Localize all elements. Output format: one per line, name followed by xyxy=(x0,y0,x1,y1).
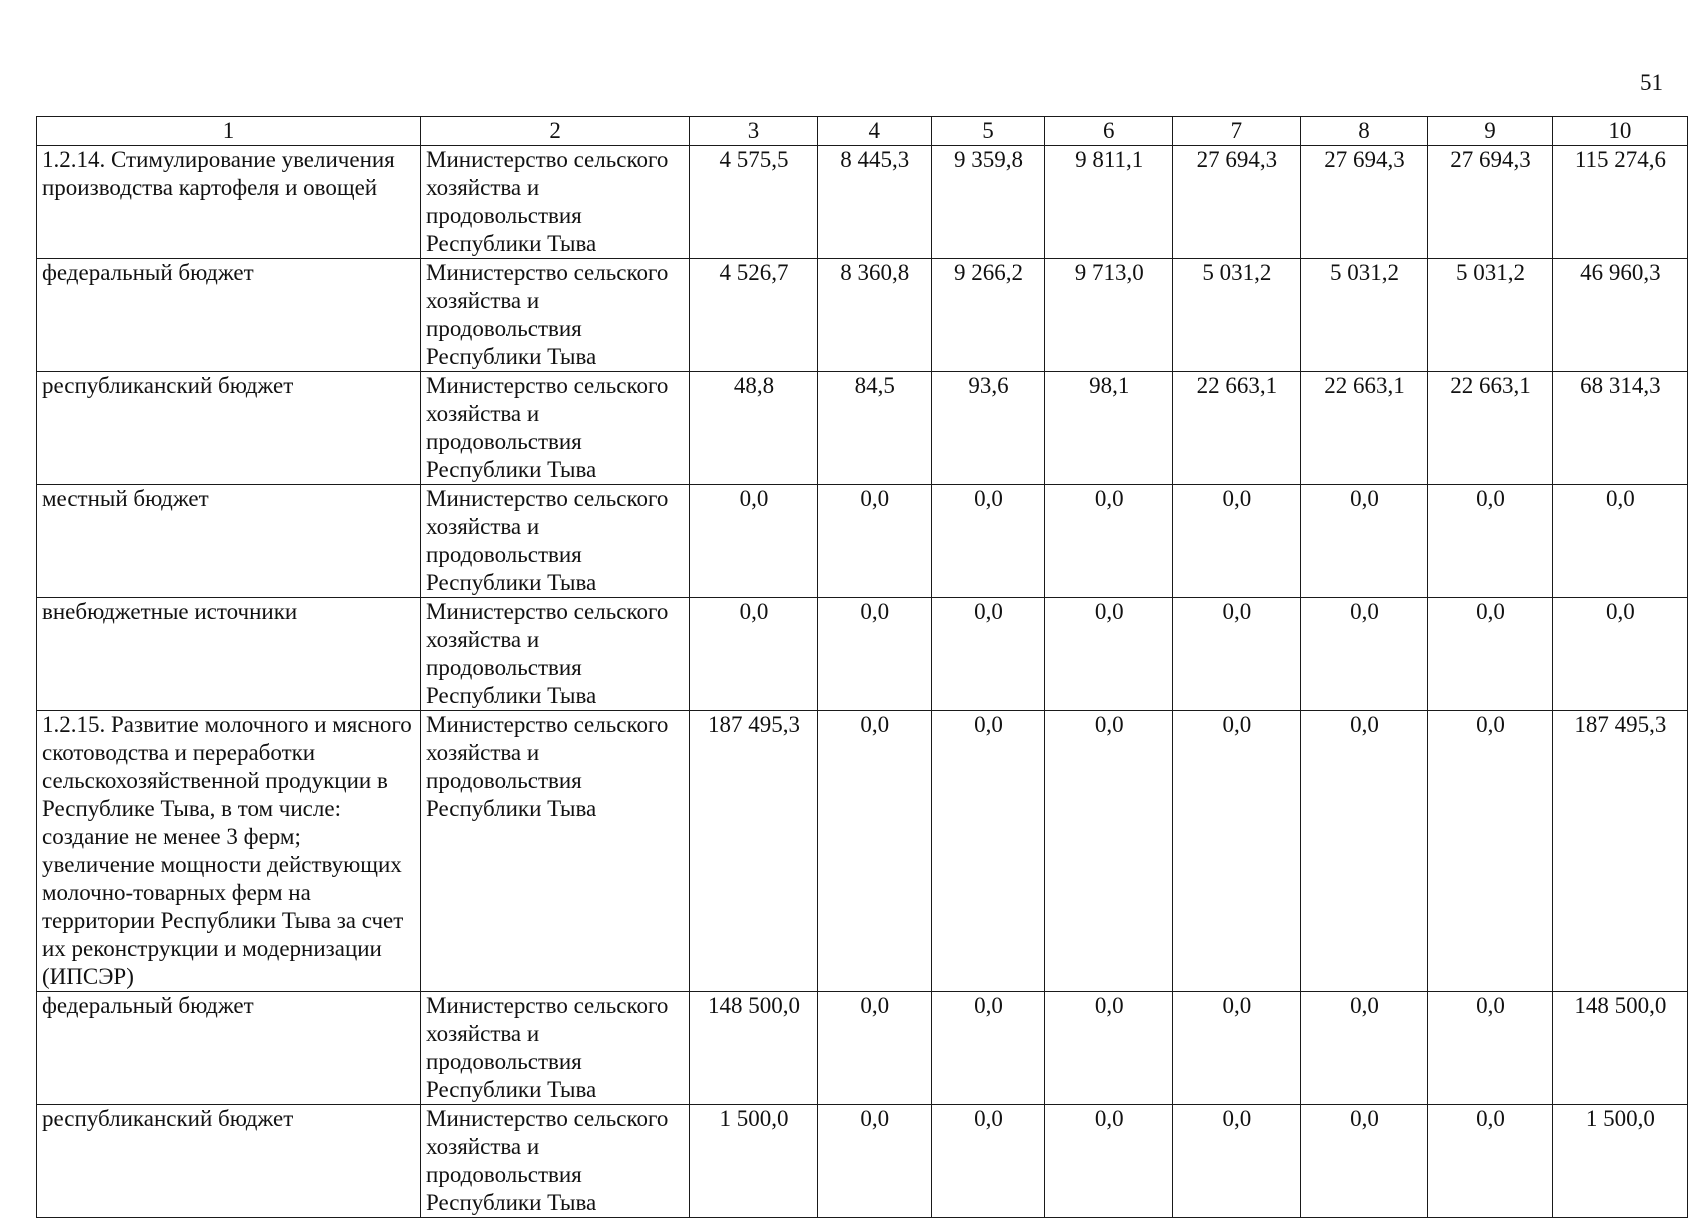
value-cell: 27 694,3 xyxy=(1173,146,1301,259)
value-cell: 4 526,7 xyxy=(690,259,818,372)
table-row xyxy=(37,259,1688,372)
table-row xyxy=(37,711,1688,992)
value-cell: 9 713,0 xyxy=(1045,259,1173,372)
column-header: 1 xyxy=(37,117,421,146)
row-executor: Министерство сельского хозяйства и продовольствия Республики Тыва xyxy=(421,598,690,711)
value-cell: 0,0 xyxy=(931,711,1045,992)
value-cell: 0,0 xyxy=(1300,485,1428,598)
row-name: внебюджетные источники xyxy=(37,598,421,711)
table-row xyxy=(37,1105,1688,1218)
row-name: федеральный бюджет xyxy=(37,259,421,372)
value-cell: 4 575,5 xyxy=(690,146,818,259)
value-cell: 68 314,3 xyxy=(1552,372,1687,485)
column-header: 6 xyxy=(1045,117,1173,146)
value-cell: 8 360,8 xyxy=(817,259,931,372)
value-cell: 0,0 xyxy=(817,711,931,992)
row-executor: Министерство сельского хозяйства и продовольствия Республики Тыва xyxy=(421,992,690,1105)
value-cell: 0,0 xyxy=(1428,598,1552,711)
value-cell: 0,0 xyxy=(1300,1105,1428,1218)
value-cell: 187 495,3 xyxy=(690,711,818,992)
value-cell: 22 663,1 xyxy=(1428,372,1552,485)
value-cell: 0,0 xyxy=(1552,598,1687,711)
value-cell: 48,8 xyxy=(690,372,818,485)
value-cell: 0,0 xyxy=(690,485,818,598)
row-executor: Министерство сельского хозяйства и продовольствия Республики Тыва xyxy=(421,711,690,992)
value-cell: 0,0 xyxy=(931,598,1045,711)
table-header-row xyxy=(37,117,1688,146)
column-header: 3 xyxy=(690,117,818,146)
value-cell: 0,0 xyxy=(817,1105,931,1218)
value-cell: 0,0 xyxy=(817,485,931,598)
value-cell: 0,0 xyxy=(1045,485,1173,598)
value-cell: 84,5 xyxy=(817,372,931,485)
value-cell: 9 266,2 xyxy=(931,259,1045,372)
value-cell: 46 960,3 xyxy=(1552,259,1687,372)
value-cell: 0,0 xyxy=(1173,992,1301,1105)
value-cell: 0,0 xyxy=(931,1105,1045,1218)
value-cell: 8 445,3 xyxy=(817,146,931,259)
row-executor: Министерство сельского хозяйства и продовольствия Республики Тыва xyxy=(421,259,690,372)
value-cell: 0,0 xyxy=(931,992,1045,1105)
value-cell: 0,0 xyxy=(1045,711,1173,992)
column-header: 8 xyxy=(1300,117,1428,146)
row-executor: Министерство сельского хозяйства и продовольствия Республики Тыва xyxy=(421,485,690,598)
page-number: 51 xyxy=(1640,70,1663,95)
column-header: 5 xyxy=(931,117,1045,146)
table-row xyxy=(37,992,1688,1105)
column-header: 2 xyxy=(421,117,690,146)
value-cell: 0,0 xyxy=(1045,992,1173,1105)
value-cell: 0,0 xyxy=(1428,992,1552,1105)
row-name: местный бюджет xyxy=(37,485,421,598)
row-executor: Министерство сельского хозяйства и продовольствия Республики Тыва xyxy=(421,372,690,485)
value-cell: 0,0 xyxy=(1173,598,1301,711)
value-cell: 148 500,0 xyxy=(690,992,818,1105)
row-name: 1.2.14. Стимулирование увеличения производства картофеля и овощей xyxy=(37,146,421,259)
value-cell: 98,1 xyxy=(1045,372,1173,485)
value-cell: 5 031,2 xyxy=(1428,259,1552,372)
value-cell: 27 694,3 xyxy=(1300,146,1428,259)
value-cell: 0,0 xyxy=(817,598,931,711)
value-cell: 0,0 xyxy=(931,485,1045,598)
value-cell: 22 663,1 xyxy=(1300,372,1428,485)
value-cell: 0,0 xyxy=(1173,711,1301,992)
column-header: 7 xyxy=(1173,117,1301,146)
value-cell: 0,0 xyxy=(690,598,818,711)
value-cell: 0,0 xyxy=(1045,1105,1173,1218)
value-cell: 0,0 xyxy=(1045,598,1173,711)
value-cell: 115 274,6 xyxy=(1552,146,1687,259)
value-cell: 22 663,1 xyxy=(1173,372,1301,485)
table-row xyxy=(37,372,1688,485)
value-cell: 0,0 xyxy=(1428,485,1552,598)
row-executor: Министерство сельского хозяйства и продовольствия Республики Тыва xyxy=(421,146,690,259)
value-cell: 0,0 xyxy=(1428,711,1552,992)
value-cell: 9 359,8 xyxy=(931,146,1045,259)
value-cell: 0,0 xyxy=(1300,598,1428,711)
column-header: 9 xyxy=(1428,117,1552,146)
value-cell: 0,0 xyxy=(1173,1105,1301,1218)
column-header: 4 xyxy=(817,117,931,146)
value-cell: 27 694,3 xyxy=(1428,146,1552,259)
value-cell: 9 811,1 xyxy=(1045,146,1173,259)
row-name: республиканский бюджет xyxy=(37,372,421,485)
value-cell: 1 500,0 xyxy=(1552,1105,1687,1218)
table-row xyxy=(37,146,1688,259)
table-row xyxy=(37,485,1688,598)
row-executor: Министерство сельского хозяйства и продовольствия Республики Тыва xyxy=(421,1105,690,1218)
value-cell: 0,0 xyxy=(1428,1105,1552,1218)
row-name: 1.2.15. Развитие молочного и мясного скотоводства и переработки сельскохозяйственной продукции в Республике Тыва, в том числе: создание не менее 3 ферм; увеличение мощности действующих молочно-товарных ферм на территории Республики Тыва за счет их реконструкции и модернизации (ИПСЭР) xyxy=(37,711,421,992)
value-cell: 187 495,3 xyxy=(1552,711,1687,992)
value-cell: 0,0 xyxy=(1300,711,1428,992)
value-cell: 0,0 xyxy=(1300,992,1428,1105)
value-cell: 1 500,0 xyxy=(690,1105,818,1218)
value-cell: 5 031,2 xyxy=(1173,259,1301,372)
value-cell: 0,0 xyxy=(1552,485,1687,598)
table-row xyxy=(37,598,1688,711)
budget-table xyxy=(36,116,1688,1218)
row-name: федеральный бюджет xyxy=(37,992,421,1105)
column-header: 10 xyxy=(1552,117,1687,146)
row-name: республиканский бюджет xyxy=(37,1105,421,1218)
value-cell: 5 031,2 xyxy=(1300,259,1428,372)
value-cell: 148 500,0 xyxy=(1552,992,1687,1105)
value-cell: 93,6 xyxy=(931,372,1045,485)
value-cell: 0,0 xyxy=(1173,485,1301,598)
value-cell: 0,0 xyxy=(817,992,931,1105)
